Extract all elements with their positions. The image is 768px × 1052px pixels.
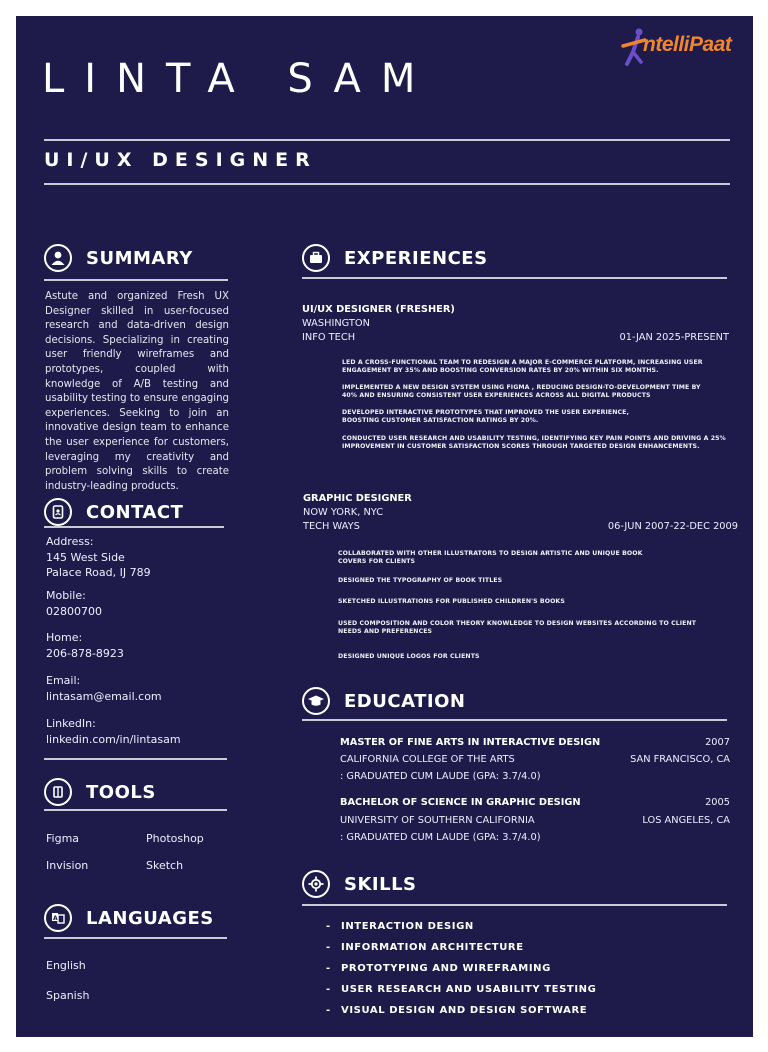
graduation-cap-icon xyxy=(302,687,330,715)
contact-title: CONTACT xyxy=(86,501,184,523)
experiences-title: EXPERIENCES xyxy=(344,247,488,269)
linkedin-label: LinkedIn: xyxy=(46,717,96,730)
skill-item: INTERACTION DESIGN xyxy=(341,921,474,932)
skill-item: VISUAL DESIGN AND DESIGN SOFTWARE xyxy=(341,1005,588,1016)
job-company: TECH WAYS xyxy=(303,521,360,532)
experiences-divider xyxy=(302,277,727,279)
edu-location: SAN FRANCISCO, CA xyxy=(630,754,730,765)
svg-text:A: A xyxy=(53,915,58,922)
education-divider xyxy=(302,719,727,721)
tools-divider xyxy=(44,809,227,811)
tool-item: Sketch xyxy=(146,859,184,872)
resume-page xyxy=(16,16,753,1037)
skill-bullet: - xyxy=(326,963,331,974)
translate-icon xyxy=(44,904,72,932)
linkedin-value: linkedin.com/in/lintasam xyxy=(46,732,181,746)
job-bullet: USED COMPOSITION AND COLOR THEORY KNOWLEDGE TO DESIGN WEBSITES ACCORDING TO CLIENT NEEDS AND PREFERENCES xyxy=(338,620,697,636)
skill-bullet: - xyxy=(326,984,331,995)
languages-divider xyxy=(44,937,227,939)
experiences-heading xyxy=(302,244,488,272)
job-bullet: DEVELOPED INTERACTIVE PROTOTYPES THAT IMPROVED THE USER EXPERIENCE, BOOSTING CUSTOMER SATISFACTION RATINGS BY 20%. xyxy=(342,409,629,425)
education-title: EDUCATION xyxy=(344,690,466,712)
skill-item: USER RESEARCH AND USABILITY TESTING xyxy=(341,984,597,995)
job-dates: 01-JAN 2025-PRESENT xyxy=(619,332,729,343)
edu-year: 2005 xyxy=(705,797,730,808)
job-bullet: DESIGNED THE TYPOGRAPHY OF BOOK TITLES xyxy=(338,577,503,584)
skills-divider xyxy=(302,904,727,906)
job-company: INFO TECH xyxy=(302,332,356,343)
logo-text: ntelliPaat xyxy=(643,33,732,56)
mobile-label: Mobile: xyxy=(46,589,86,602)
edu-school: CALIFORNIA COLLEGE OF THE ARTS xyxy=(340,754,515,765)
job-title: GRAPHIC DESIGNER xyxy=(303,493,412,504)
skill-bullet: - xyxy=(326,942,331,953)
job-bullet: SKETCHED ILLUSTRATIONS FOR PUBLISHED CHILDREN'S BOOKS xyxy=(338,598,565,605)
tool-item: Figma xyxy=(46,832,80,845)
summary-heading xyxy=(44,244,193,272)
address-line2: Palace Road, IJ 789 xyxy=(46,566,151,579)
address-line1: 145 West Side xyxy=(46,550,125,564)
job-title: UI/UX DESIGNER (FRESHER) xyxy=(302,304,455,315)
edu-note: : GRADUATED CUM LAUDE (GPA: 3.7/4.0) xyxy=(340,832,541,843)
languages-heading xyxy=(44,904,214,932)
job-location: WASHINGTON xyxy=(302,318,370,329)
candidate-name: LINTA SAM xyxy=(42,56,436,102)
contact-bottom-divider xyxy=(44,758,227,760)
languages-title: LANGUAGES xyxy=(86,907,214,929)
education-heading xyxy=(302,687,465,715)
contact-home xyxy=(46,630,124,661)
tools-title: TOOLS xyxy=(86,781,156,803)
tool-item: Photoshop xyxy=(146,832,204,845)
header-divider-bottom xyxy=(44,183,730,185)
language-item: Spanish xyxy=(46,989,90,1002)
contact-address xyxy=(46,534,151,581)
summary-divider xyxy=(44,279,228,281)
job-bullet: IMPLEMENTED A NEW DESIGN SYSTEM USING FIGMA , REDUCING DESIGN-TO-DEVELOPMENT TIME BY 40% AND ENSURING CONSISTENT USER EXPERIENCES ACROSS ALL DIGITAL PRODUCTS xyxy=(342,384,701,400)
skill-item: PROTOTYPING AND WIREFRAMING xyxy=(341,963,551,974)
email-label: Email: xyxy=(46,674,81,687)
home-label: Home: xyxy=(46,631,83,644)
skills-title: SKILLS xyxy=(344,873,417,895)
skill-bullet: - xyxy=(326,921,331,932)
job-bullet: COLLABORATED WITH OTHER ILLUSTRATORS TO DESIGN ARTISTIC AND UNIQUE BOOK COVERS FOR CLIENTS xyxy=(338,550,643,566)
contact-email xyxy=(46,673,162,704)
intellipaat-logo xyxy=(619,24,747,68)
contact-linkedin xyxy=(46,716,181,747)
address-label: Address: xyxy=(46,535,94,548)
tools-heading xyxy=(44,778,156,806)
edu-degree: BACHELOR OF SCIENCE IN GRAPHIC DESIGN xyxy=(340,797,581,808)
briefcase-icon xyxy=(302,244,330,272)
job-bullet: LED A CROSS-FUNCTIONAL TEAM TO REDESIGN A MAJOR E-COMMERCE PLATFORM, INCREASING USER ENGAGEMENT BY 35% AND BOOSTING CONVERSION RATES BY 20% WITHIN SIX MONTHS. xyxy=(342,359,703,375)
skills-heading xyxy=(302,870,417,898)
job-bullet: DESIGNED UNIQUE LOGOS FOR CLIENTS xyxy=(338,653,480,660)
email-value: lintasam@email.com xyxy=(46,689,162,703)
summary-text: Astute and organized Fresh UX Designer skilled in user-focused research and data-driven design decisions. Specializing in creating user friendly wireframes and prototypes, coupled with knowledge of A/B testing and usability testing to ensure engaging experiences. Seeking to join an innovative design team to enhance the user experience for customers, leveraging my creativity and problem solving skills to create industry-leading products. xyxy=(45,291,229,492)
contact-heading xyxy=(44,498,183,526)
skill-bullet: - xyxy=(326,1005,331,1016)
edu-year: 2007 xyxy=(705,737,730,748)
contact-mobile xyxy=(46,588,102,619)
job-dates: 06-JUN 2007-22-DEC 2009 xyxy=(607,521,738,532)
header-divider-top xyxy=(44,139,730,141)
mobile-value: 02800700 xyxy=(46,604,102,618)
edu-school: UNIVERSITY OF SOUTHERN CALIFORNIA xyxy=(340,815,535,826)
candidate-role: UI/UX DESIGNER xyxy=(44,149,317,171)
tool-item: Invision xyxy=(46,859,89,872)
edu-degree: MASTER OF FINE ARTS IN INTERACTIVE DESIGN xyxy=(340,737,601,748)
language-item: English xyxy=(46,959,86,972)
edu-location: LOS ANGELES, CA xyxy=(642,815,730,826)
job-bullet: CONDUCTED USER RESEARCH AND USABILITY TESTING, IDENTIFYING KEY PAIN POINTS AND DRIVING A 25% IMPROVEMENT IN CUSTOMER SATISFACTION SCORES THROUGH TARGETED DESIGN ENHANCEMENTS. xyxy=(342,435,726,451)
home-value: 206-878-8923 xyxy=(46,646,124,660)
contact-book-icon xyxy=(44,498,72,526)
edu-note: : GRADUATED CUM LAUDE (GPA: 3.7/4.0) xyxy=(340,771,541,782)
skill-item: INFORMATION ARCHITECTURE xyxy=(341,942,524,953)
gear-icon xyxy=(302,870,330,898)
toolbox-icon xyxy=(44,778,72,806)
summary-title: SUMMARY xyxy=(86,247,193,269)
job-location: NOW YORK, NYC xyxy=(303,507,384,518)
user-icon xyxy=(44,244,72,272)
contact-divider xyxy=(44,526,224,528)
